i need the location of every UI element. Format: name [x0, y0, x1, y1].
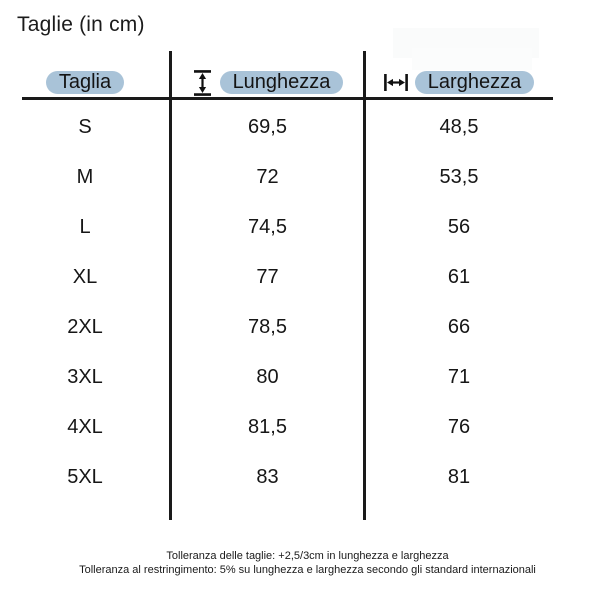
- length-cell: 74,5: [248, 215, 287, 238]
- width-cell: 56: [447, 215, 471, 238]
- size-cell: S: [78, 115, 92, 138]
- width-horizontal-arrow-icon: [384, 72, 408, 93]
- size-cell: M: [76, 165, 94, 188]
- length-cell: 69,5: [248, 115, 287, 138]
- table-row: [0, 352, 553, 402]
- tolerance-note-shrinkage: Tolleranza al restringimento: 5% su lunghezza e larghezza secondo gli standard internazionali: [79, 564, 536, 576]
- tolerance-note-sizes: Tolleranza delle taglie: +2,5/3cm in lunghezza e larghezza: [166, 550, 449, 562]
- size-table-body: [0, 102, 553, 502]
- length-cell: 77: [256, 265, 279, 288]
- taglia-header-label: Taglia: [46, 71, 124, 94]
- table-row: [0, 452, 553, 502]
- size-cell: L: [79, 215, 91, 238]
- length-cell: 72: [256, 165, 279, 188]
- table-row: [0, 252, 553, 302]
- size-cell: 2XL: [67, 315, 103, 338]
- width-cell: 53,5: [439, 165, 479, 188]
- size-cell: 5XL: [67, 465, 103, 488]
- table-header-row: [0, 69, 553, 96]
- faded-watermark-artifact: [412, 48, 532, 70]
- length-vertical-arrow-icon: [192, 70, 213, 96]
- size-cell: XL: [72, 265, 98, 288]
- size-cell: 3XL: [67, 365, 103, 388]
- tolerance-notes: [0, 549, 615, 577]
- length-cell: 80: [256, 365, 279, 388]
- length-cell: 83: [256, 465, 279, 488]
- table-row: [0, 402, 553, 452]
- length-cell: 78,5: [248, 315, 287, 338]
- width-cell: 61: [447, 265, 471, 288]
- width-cell: 81: [447, 465, 471, 488]
- header-underline: [22, 97, 553, 100]
- header-cell-taglia: [0, 69, 170, 96]
- header-cell-larghezza: [365, 69, 553, 96]
- table-row: [0, 302, 553, 352]
- length-cell: 81,5: [248, 415, 287, 438]
- table-row: [0, 202, 553, 252]
- size-cell: 4XL: [67, 415, 103, 438]
- width-cell: 76: [447, 415, 471, 438]
- header-cell-lunghezza: [170, 69, 365, 96]
- table-row: [0, 102, 553, 152]
- larghezza-header-label: Larghezza: [415, 71, 534, 94]
- width-cell: 48,5: [439, 115, 479, 138]
- width-cell: 71: [447, 365, 471, 388]
- width-cell: 66: [447, 315, 471, 338]
- page-title: Taglie (in cm): [17, 13, 145, 36]
- table-row: [0, 152, 553, 202]
- lunghezza-header-label: Lunghezza: [220, 71, 344, 94]
